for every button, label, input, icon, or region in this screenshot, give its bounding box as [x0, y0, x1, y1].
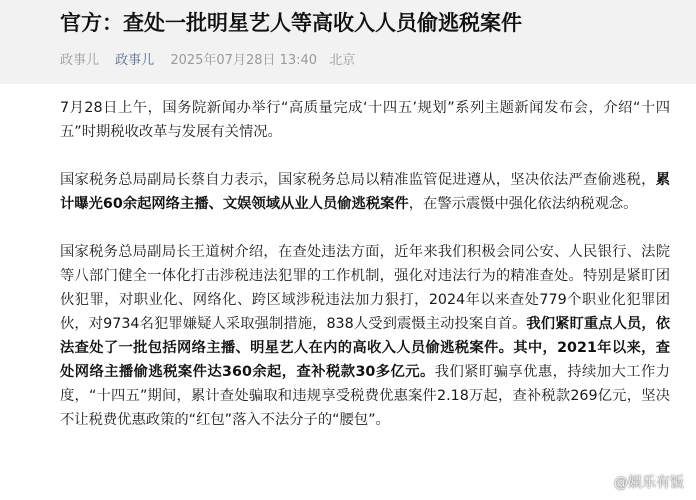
author-name: 政事儿	[60, 53, 100, 68]
paragraph-text: 我们紧盯骗享优惠，持续加大工作力度，“十四五”期间，累计查处骗取和违规享受税费优惠案件2.18万起，查补税款269亿元，坚决不让税费优惠政策的“红包”落入不法分子的“腰包”。	[60, 364, 670, 428]
paragraph-text: 国家税务总局副局长蔡自力表示，国家税务总局以精准监管促进遵从，坚决依法严查偷逃税，	[60, 172, 656, 188]
article-paragraph	[60, 96, 670, 144]
article-meta	[60, 52, 355, 70]
paragraph-text: 7月28日上午，国务院新闻办举行“高质量完成‘十四五’规划”系列主题新闻发布会，介绍“十四五”时期税收改革与发展有关情况。	[60, 100, 670, 140]
watermark	[591, 472, 684, 492]
weibo-logo-icon	[591, 474, 611, 490]
publish-location: 北京	[329, 53, 356, 68]
article-header	[0, 0, 696, 84]
emphasis-text: 我们紧盯重点人员，依法查处了一批包括网络主播、明星艺人在内的高收入人员偷逃税案件。其中，2021年以来，查处网络主播偷逃税案件达360余起，查补税款30多亿元。	[60, 316, 670, 380]
account-link[interactable]: 政事儿	[115, 53, 155, 68]
article-title: 官方：查处一批明星艺人等高收入人员偷逃税案件	[60, 11, 522, 35]
publish-time: 2025年07月28日 13:40	[170, 53, 318, 68]
article-body	[60, 96, 670, 456]
watermark-text: @娱乐有饭	[614, 475, 684, 491]
emphasis-text: 累计曝光60余起网络主播、文娱领域从业人员偷逃税案件	[60, 172, 670, 212]
paragraph-text: ，在警示震慑中强化依法纳税观念。	[408, 196, 638, 212]
paragraph-text: 国家税务总局副局长王道树介绍，在查处违法方面，近年来我们积极会同公安、人民银行、法院等八部门健全一体化打击涉税违法犯罪的工作机制，强化对违法行为的精准查处。特别是紧盯团伙犯罪，对职业化、网络化、跨区域涉税违法加力狠打，2024年以来查处779个职业化犯罪团伙，对9734名犯罪嫌疑人采取强制措施，838人受到震慑主动投案自首。	[60, 244, 670, 332]
article-paragraph	[60, 240, 670, 432]
article-paragraph	[60, 168, 670, 216]
